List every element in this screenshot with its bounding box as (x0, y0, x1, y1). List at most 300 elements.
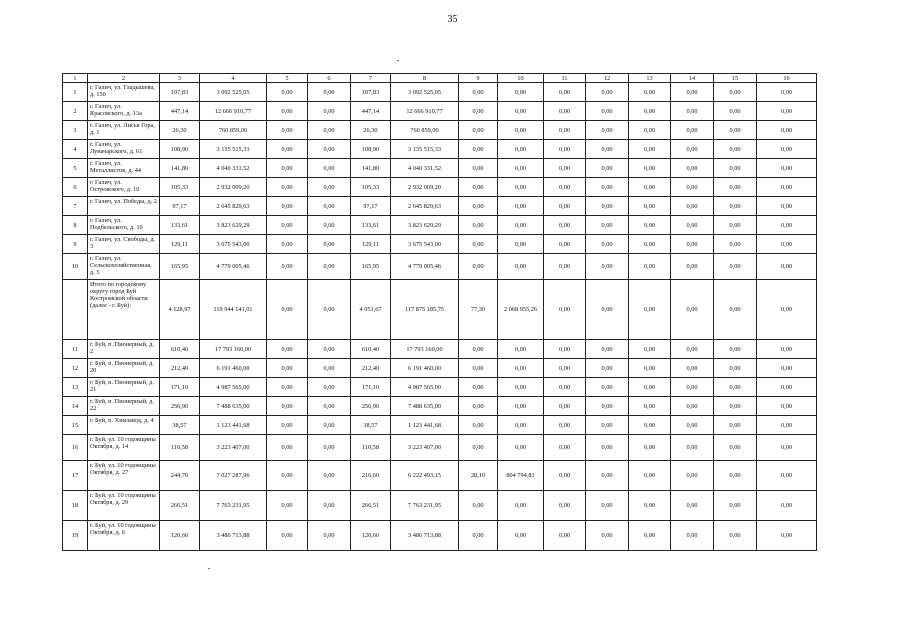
value-cell: 0,00 (586, 216, 629, 235)
value-cell: 0,00 (267, 416, 308, 435)
value-cell: 1 123 441,68 (200, 416, 267, 435)
value-cell: 0,00 (267, 521, 308, 551)
value-cell: 266,51 (160, 491, 200, 521)
value-cell: 0,00 (459, 102, 498, 121)
value-cell: 0,00 (308, 197, 351, 216)
value-cell: 129,11 (160, 235, 200, 254)
value-cell: 7 488 635,00 (200, 397, 267, 416)
value-cell: 7 763 231,95 (200, 491, 267, 521)
value-cell: 0,00 (544, 254, 586, 280)
row-number: 8 (63, 216, 88, 235)
table-row (63, 397, 817, 416)
value-cell: 0,00 (757, 461, 817, 491)
row-number (63, 280, 88, 340)
value-cell: 0,00 (498, 159, 544, 178)
value-cell: 0,00 (714, 461, 757, 491)
value-cell: 212,40 (160, 359, 200, 378)
value-cell: 0,00 (757, 178, 817, 197)
value-cell: 0,00 (459, 359, 498, 378)
value-cell: 760 859,00 (200, 121, 267, 140)
value-cell: 0,00 (459, 83, 498, 102)
value-cell: 0,00 (308, 397, 351, 416)
value-cell: 0,00 (544, 521, 586, 551)
row-number: 9 (63, 235, 88, 254)
value-cell: 610,40 (160, 340, 200, 359)
value-cell: 0,00 (498, 235, 544, 254)
value-cell: 17 793 160,00 (391, 340, 459, 359)
table-row (63, 235, 817, 254)
value-cell: 3 135 515,33 (391, 140, 459, 159)
value-cell: 3 092 525,05 (391, 83, 459, 102)
value-cell: 0,00 (586, 235, 629, 254)
value-cell: 0,00 (714, 359, 757, 378)
value-cell: 0,00 (498, 397, 544, 416)
value-cell: 0,00 (757, 435, 817, 461)
value-cell: 0,00 (671, 102, 714, 121)
value-cell: 0,00 (629, 397, 671, 416)
value-cell: 0,00 (671, 461, 714, 491)
value-cell: 0,00 (267, 461, 308, 491)
value-cell: 0,00 (671, 83, 714, 102)
column-header: 9 (459, 74, 498, 83)
value-cell: 0,00 (629, 521, 671, 551)
value-cell: 0,00 (586, 340, 629, 359)
scan-speck (208, 568, 210, 569)
value-cell: 0,00 (459, 159, 498, 178)
value-cell: 216,60 (351, 461, 391, 491)
value-cell: 0,00 (586, 140, 629, 159)
value-cell: 0,00 (498, 416, 544, 435)
row-number: 5 (63, 159, 88, 178)
value-cell: 2 645 829,63 (391, 197, 459, 216)
value-cell: 0,00 (586, 254, 629, 280)
value-cell: 0,00 (459, 378, 498, 397)
value-cell: 0,00 (586, 178, 629, 197)
column-header: 3 (160, 74, 200, 83)
address-cell: г. Буй, п. Пионерный, д. 2 (88, 340, 160, 359)
value-cell: 0,00 (757, 235, 817, 254)
value-cell: 0,00 (544, 235, 586, 254)
value-cell: 610,40 (351, 340, 391, 359)
row-number: 10 (63, 254, 88, 280)
value-cell: 0,00 (544, 491, 586, 521)
value-cell: 107,83 (160, 83, 200, 102)
value-cell: 4 779 005,46 (200, 254, 267, 280)
value-cell: 0,00 (671, 491, 714, 521)
value-cell: 0,00 (459, 340, 498, 359)
value-cell: 4 040 331,52 (200, 159, 267, 178)
table-row (63, 340, 817, 359)
address-cell: г. Буй, п. Пионерный, д. 22 (88, 397, 160, 416)
value-cell: 165,95 (351, 254, 391, 280)
value-cell: 0,00 (757, 216, 817, 235)
value-cell: 0,00 (308, 340, 351, 359)
value-cell: 0,00 (714, 102, 757, 121)
value-cell: 0,00 (629, 461, 671, 491)
value-cell: 3 092 525,05 (200, 83, 267, 102)
value-cell: 0,00 (544, 121, 586, 140)
column-header: 4 (200, 74, 267, 83)
value-cell: 0,00 (714, 416, 757, 435)
address-cell: г. Галич, ул. Свободы, д. 3 (88, 235, 160, 254)
value-cell: 0,00 (586, 280, 629, 340)
address-cell: г. Галич, ул. Луначарского, д. 61 (88, 140, 160, 159)
value-cell: 26,30 (160, 121, 200, 140)
value-cell: 0,00 (629, 280, 671, 340)
value-cell: 0,00 (586, 435, 629, 461)
address-cell: г. Буй, ул. 10 годовщины Октября, д. 27 (88, 461, 160, 491)
value-cell: 0,00 (629, 254, 671, 280)
value-cell: 133,61 (160, 216, 200, 235)
value-cell: 0,00 (459, 521, 498, 551)
value-cell: 0,00 (714, 378, 757, 397)
address-cell: г. Галич, ул. Красовского, д. 13а (88, 102, 160, 121)
value-cell: 0,00 (757, 197, 817, 216)
column-header: 10 (498, 74, 544, 83)
value-cell: 0,00 (498, 197, 544, 216)
value-cell: 0,00 (267, 216, 308, 235)
value-cell: 119 944 141,01 (200, 280, 267, 340)
value-cell: 0,00 (671, 178, 714, 197)
value-cell: 0,00 (498, 140, 544, 159)
address-cell: Итого по городскому округу город Буй Костромской области (далее - г. Буй): (88, 280, 160, 340)
value-cell: 0,00 (671, 435, 714, 461)
value-cell: 0,00 (308, 254, 351, 280)
column-header: 1 (63, 74, 88, 83)
value-cell: 3 675 543,00 (391, 235, 459, 254)
value-cell: 108,90 (351, 140, 391, 159)
table-row (63, 435, 817, 461)
value-cell: 0,00 (629, 178, 671, 197)
value-cell: 0,00 (629, 378, 671, 397)
value-cell: 0,00 (544, 435, 586, 461)
value-cell: 0,00 (671, 397, 714, 416)
value-cell: 0,00 (544, 416, 586, 435)
value-cell: 0,00 (459, 216, 498, 235)
value-cell: 0,00 (671, 254, 714, 280)
value-cell: 0,00 (459, 178, 498, 197)
value-cell: 0,00 (586, 359, 629, 378)
value-cell: 0,00 (629, 416, 671, 435)
value-cell: 0,00 (267, 121, 308, 140)
value-cell: 0,00 (544, 83, 586, 102)
value-cell: 4 779 005,46 (391, 254, 459, 280)
address-cell: г. Галич, ул. Сельскохозяйственная, д. 5 (88, 254, 160, 280)
address-cell: г. Буй, п. Пионерный, д. 21 (88, 378, 160, 397)
value-cell: 0,00 (308, 83, 351, 102)
row-number: 6 (63, 178, 88, 197)
value-cell: 2 932 009,20 (391, 178, 459, 197)
row-number: 2 (63, 102, 88, 121)
value-cell: 0,00 (267, 359, 308, 378)
housing-registry-table (62, 73, 817, 551)
row-number: 4 (63, 140, 88, 159)
value-cell: 0,00 (267, 197, 308, 216)
value-cell: 0,00 (629, 83, 671, 102)
column-header: 8 (391, 74, 459, 83)
value-cell: 105,33 (351, 178, 391, 197)
value-cell: 0,00 (267, 491, 308, 521)
value-cell: 0,00 (671, 280, 714, 340)
table-row (63, 159, 817, 178)
value-cell: 0,00 (498, 83, 544, 102)
value-cell: 0,00 (308, 435, 351, 461)
value-cell: 0,00 (714, 340, 757, 359)
value-cell: 6 191 460,00 (391, 359, 459, 378)
value-cell: 0,00 (629, 102, 671, 121)
row-number: 1 (63, 83, 88, 102)
value-cell: 6 191 460,00 (200, 359, 267, 378)
value-cell: 0,00 (757, 521, 817, 551)
address-cell: г. Буй, ул. 10 годовщины Октября, д. 6 (88, 521, 160, 551)
address-cell: г. Буй, п. Пионерный, д. 20 (88, 359, 160, 378)
value-cell: 447,14 (351, 102, 391, 121)
value-cell: 133,61 (351, 216, 391, 235)
value-cell: 0,00 (586, 491, 629, 521)
value-cell: 0,00 (308, 235, 351, 254)
value-cell: 256,90 (351, 397, 391, 416)
value-cell: 107,83 (351, 83, 391, 102)
value-cell: 0,00 (498, 340, 544, 359)
value-cell: 0,00 (757, 416, 817, 435)
column-header: 11 (544, 74, 586, 83)
value-cell: 4 128,97 (160, 280, 200, 340)
value-cell: 0,00 (586, 461, 629, 491)
value-cell: 0,00 (714, 254, 757, 280)
address-cell: г. Галич, ул. Лиcья Гора, д. 1 (88, 121, 160, 140)
value-cell: 0,00 (267, 397, 308, 416)
value-cell: 7 027 287,96 (200, 461, 267, 491)
column-header: 13 (629, 74, 671, 83)
value-cell: 0,00 (498, 359, 544, 378)
value-cell: 0,00 (498, 435, 544, 461)
value-cell: 0,00 (308, 521, 351, 551)
value-cell: 0,00 (498, 102, 544, 121)
value-cell: 266,51 (351, 491, 391, 521)
table-row (63, 461, 817, 491)
value-cell: 0,00 (308, 216, 351, 235)
value-cell: 212,40 (351, 359, 391, 378)
table-row (63, 121, 817, 140)
value-cell: 0,00 (267, 178, 308, 197)
address-cell: г. Галич, ул. Гладышева, д. 150 (88, 83, 160, 102)
value-cell: 0,00 (267, 378, 308, 397)
row-number: 18 (63, 491, 88, 521)
value-cell: 0,00 (629, 159, 671, 178)
value-cell: 38,57 (160, 416, 200, 435)
value-cell: 0,00 (757, 102, 817, 121)
address-cell: г. Буй, ул. 10 годовщины Октября, д. 29 (88, 491, 160, 521)
column-header: 5 (267, 74, 308, 83)
value-cell: 0,00 (308, 461, 351, 491)
value-cell: 0,00 (714, 235, 757, 254)
value-cell: 28,10 (459, 461, 498, 491)
value-cell: 0,00 (586, 102, 629, 121)
value-cell: 2 068 955,26 (498, 280, 544, 340)
column-header: 16 (757, 74, 817, 83)
value-cell: 0,00 (544, 178, 586, 197)
address-cell: г. Галич, ул. Подбельского, д. 10 (88, 216, 160, 235)
row-number: 11 (63, 340, 88, 359)
header-row (63, 74, 817, 83)
value-cell: 141,80 (160, 159, 200, 178)
column-header: 15 (714, 74, 757, 83)
row-number: 13 (63, 378, 88, 397)
table-row (63, 254, 817, 280)
value-cell: 0,00 (586, 83, 629, 102)
value-cell: 171,10 (160, 378, 200, 397)
row-number: 15 (63, 416, 88, 435)
value-cell: 804 794,81 (498, 461, 544, 491)
value-cell: 0,00 (586, 378, 629, 397)
value-cell: 447,14 (160, 102, 200, 121)
value-cell: 0,00 (459, 254, 498, 280)
value-cell: 6 222 493,15 (391, 461, 459, 491)
value-cell: 0,00 (671, 121, 714, 140)
value-cell: 0,00 (544, 397, 586, 416)
value-cell: 0,00 (714, 491, 757, 521)
value-cell: 0,00 (757, 359, 817, 378)
column-header: 7 (351, 74, 391, 83)
value-cell: 0,00 (544, 461, 586, 491)
value-cell: 0,00 (308, 121, 351, 140)
value-cell: 0,00 (671, 359, 714, 378)
value-cell: 0,00 (544, 340, 586, 359)
value-cell: 0,00 (714, 435, 757, 461)
value-cell: 0,00 (629, 435, 671, 461)
value-cell: 0,00 (629, 491, 671, 521)
value-cell: 3 223 407,00 (200, 435, 267, 461)
value-cell: 0,00 (267, 340, 308, 359)
value-cell: 0,00 (671, 197, 714, 216)
value-cell: 0,00 (629, 121, 671, 140)
page-number: 35 (447, 14, 458, 25)
address-cell: г. Галич, ул. Металлистов, д. 44 (88, 159, 160, 178)
value-cell: 0,00 (267, 83, 308, 102)
value-cell: 0,00 (629, 359, 671, 378)
value-cell: 0,00 (498, 121, 544, 140)
value-cell: 141,80 (351, 159, 391, 178)
value-cell: 0,00 (671, 159, 714, 178)
value-cell: 26,30 (351, 121, 391, 140)
value-cell: 0,00 (308, 491, 351, 521)
value-cell: 0,00 (459, 435, 498, 461)
value-cell: 0,00 (757, 140, 817, 159)
value-cell: 0,00 (586, 397, 629, 416)
value-cell: 105,33 (160, 178, 200, 197)
table-row (63, 491, 817, 521)
value-cell: 3 486 713,88 (391, 521, 459, 551)
value-cell: 0,00 (757, 340, 817, 359)
value-cell: 0,00 (308, 102, 351, 121)
table-row (63, 216, 817, 235)
value-cell: 0,00 (459, 140, 498, 159)
value-cell: 4 040 331,52 (391, 159, 459, 178)
table-row (63, 416, 817, 435)
address-cell: г. Буй, п. Химзавод, д. 4 (88, 416, 160, 435)
value-cell: 0,00 (629, 216, 671, 235)
address-cell: г. Буй, ул. 10 годовщины Октября, д. 14 (88, 435, 160, 461)
value-cell: 0,00 (629, 197, 671, 216)
value-cell: 0,00 (459, 491, 498, 521)
value-cell: 0,00 (544, 102, 586, 121)
value-cell: 0,00 (498, 378, 544, 397)
value-cell: 0,00 (714, 178, 757, 197)
value-cell: 3 675 543,00 (200, 235, 267, 254)
value-cell: 0,00 (671, 416, 714, 435)
value-cell: 256,90 (160, 397, 200, 416)
value-cell: 0,00 (714, 159, 757, 178)
value-cell: 0,00 (498, 216, 544, 235)
value-cell: 110,58 (351, 435, 391, 461)
value-cell: 0,00 (757, 121, 817, 140)
value-cell: 0,00 (498, 178, 544, 197)
value-cell: 0,00 (498, 254, 544, 280)
value-cell: 0,00 (544, 378, 586, 397)
value-cell: 0,00 (671, 378, 714, 397)
value-cell: 0,00 (714, 140, 757, 159)
value-cell: 0,00 (544, 140, 586, 159)
value-cell: 0,00 (586, 159, 629, 178)
value-cell: 4 987 565,00 (391, 378, 459, 397)
value-cell: 0,00 (267, 435, 308, 461)
row-number: 17 (63, 461, 88, 491)
value-cell: 0,00 (671, 340, 714, 359)
value-cell: 0,00 (714, 280, 757, 340)
table-row (63, 178, 817, 197)
value-cell: 244,70 (160, 461, 200, 491)
value-cell: 2 932 009,20 (200, 178, 267, 197)
value-cell: 0,00 (757, 83, 817, 102)
value-cell: 0,00 (586, 121, 629, 140)
value-cell: 0,00 (586, 521, 629, 551)
value-cell: 0,00 (544, 159, 586, 178)
scan-speck (397, 60, 399, 61)
value-cell: 0,00 (671, 140, 714, 159)
value-cell: 0,00 (267, 235, 308, 254)
value-cell: 12 666 910,77 (391, 102, 459, 121)
value-cell: 97,17 (351, 197, 391, 216)
address-cell: г. Галич, ул. Победы, д. 2 (88, 197, 160, 216)
value-cell: 0,00 (267, 280, 308, 340)
row-number: 19 (63, 521, 88, 551)
value-cell: 117 875 185,75 (391, 280, 459, 340)
value-cell: 0,00 (267, 254, 308, 280)
value-cell: 0,00 (757, 378, 817, 397)
value-cell: 760 859,00 (391, 121, 459, 140)
row-number: 16 (63, 435, 88, 461)
value-cell: 0,00 (714, 83, 757, 102)
value-cell: 0,00 (459, 197, 498, 216)
value-cell: 0,00 (757, 280, 817, 340)
value-cell: 97,17 (160, 197, 200, 216)
value-cell: 120,60 (351, 521, 391, 551)
value-cell: 0,00 (308, 140, 351, 159)
value-cell: 129,11 (351, 235, 391, 254)
value-cell: 1 123 441,68 (391, 416, 459, 435)
value-cell: 3 823 629,29 (200, 216, 267, 235)
value-cell: 0,00 (629, 340, 671, 359)
value-cell: 77,30 (459, 280, 498, 340)
row-number: 12 (63, 359, 88, 378)
value-cell: 108,90 (160, 140, 200, 159)
table-row (63, 83, 817, 102)
value-cell: 0,00 (586, 416, 629, 435)
value-cell: 0,00 (757, 397, 817, 416)
value-cell: 0,00 (267, 140, 308, 159)
value-cell: 3 823 629,29 (391, 216, 459, 235)
value-cell: 0,00 (757, 491, 817, 521)
